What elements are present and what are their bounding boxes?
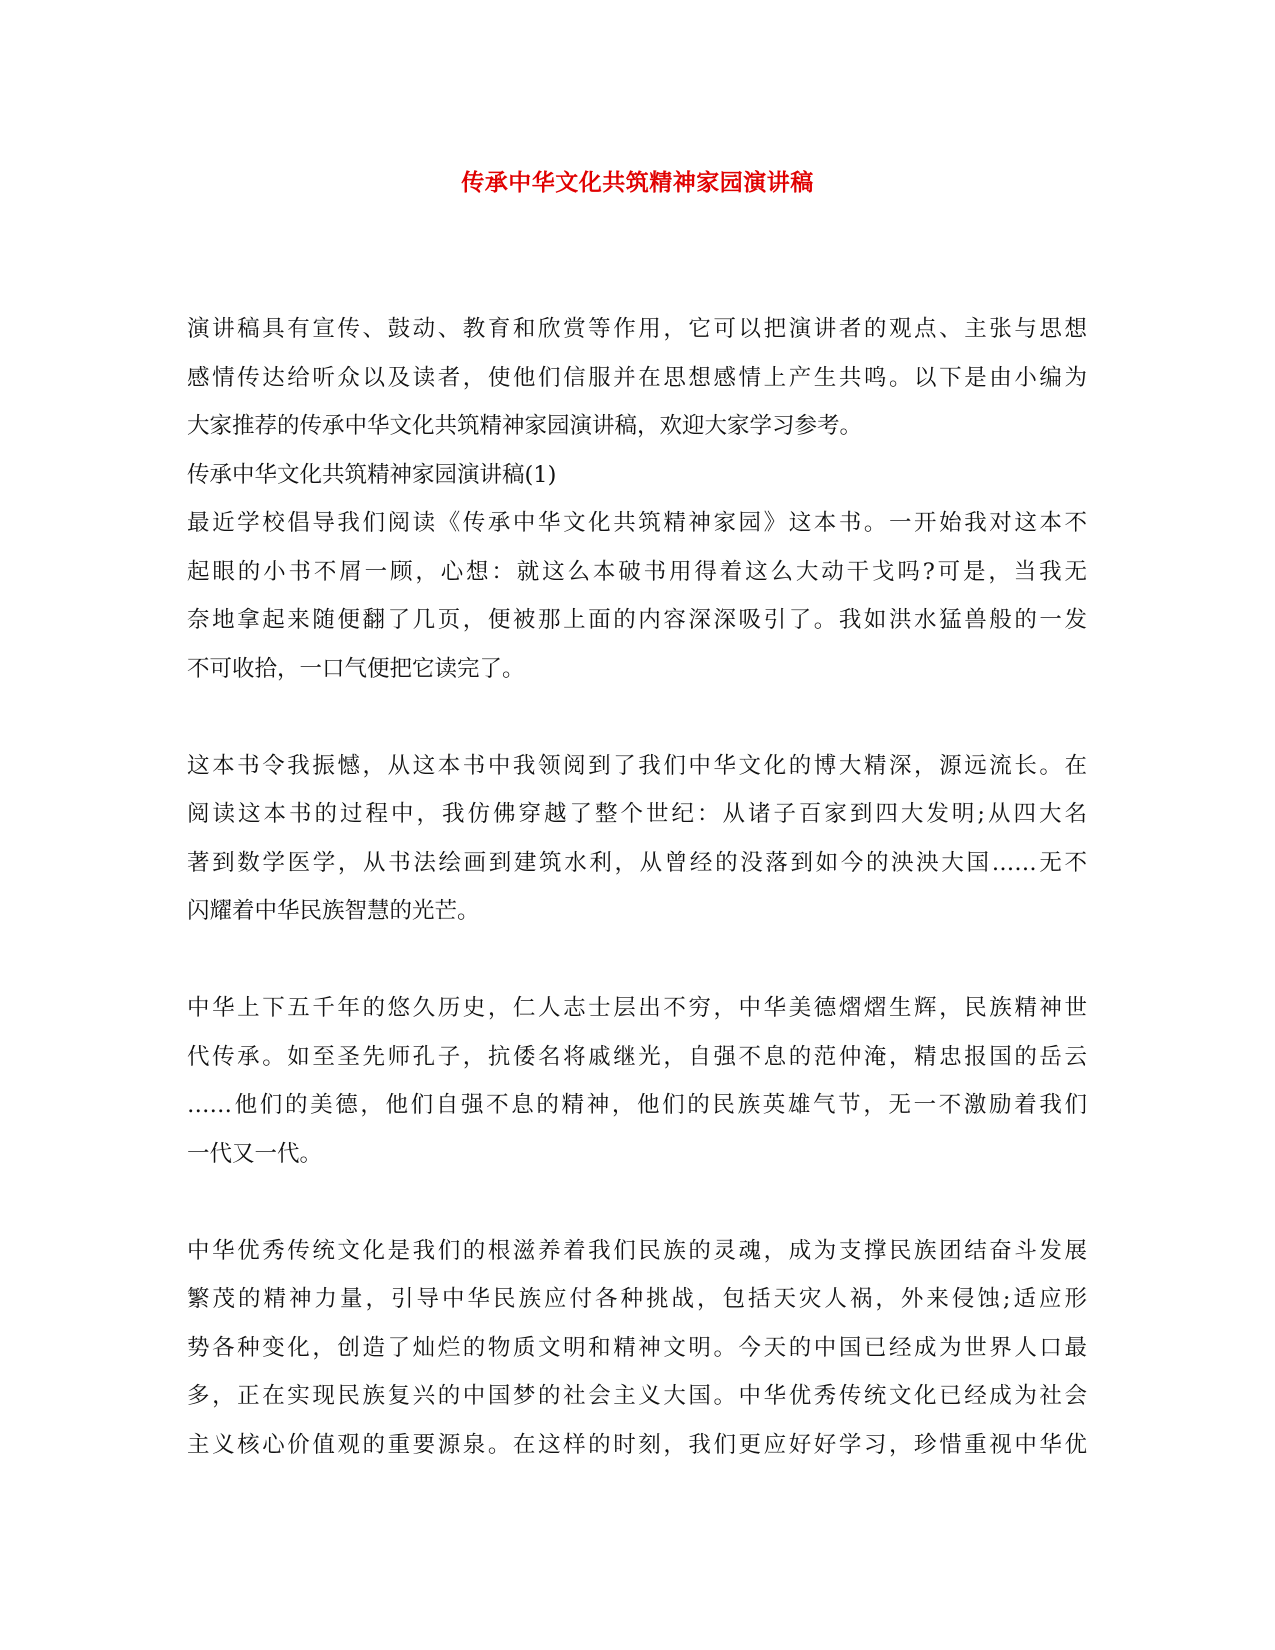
paragraph-spacer <box>187 936 1087 985</box>
text-line: 繁茂的精神力量，引导中华民族应付各种挑战，包括天灾人祸，外来侵蚀;适应形 <box>187 1286 1087 1312</box>
text-line: 著到数学医学，从书法绘画到建筑水利，从曾经的没落到如今的泱泱大国……无不 <box>187 849 1087 876</box>
paragraph-intro <box>187 305 1087 451</box>
paragraph-spacer <box>187 1178 1087 1227</box>
paragraph-spacer <box>187 693 1087 742</box>
text-line: 感情传达给听众以及读者，使他们信服并在思想感情上产生共鸣。以下是由小编为 <box>187 364 1087 391</box>
text-line: 闪耀着中华民族智慧的光芒。 <box>187 898 480 924</box>
section-heading <box>187 451 1087 500</box>
text-line: 奈地拿起来随便翻了几页，便被那上面的内容深深吸引了。我如洪水猛兽般的一发 <box>187 607 1087 633</box>
text-line: 中华优秀传统文化是我们的根滋养着我们民族的灵魂，成为支撑民族团结奋斗发展 <box>187 1237 1087 1264</box>
text-line: 阅读这本书的过程中，我仿佛穿越了整个世纪：从诸子百家到四大发明;从四大名 <box>187 801 1087 827</box>
paragraph <box>187 984 1087 1178</box>
text-line: 代传承。如至圣先师孔子，抗倭名将戚继光，自强不息的范仲淹，精忠报国的岳云 <box>187 1043 1087 1070</box>
text-line: 传承中华文化共筑精神家园演讲稿(1) <box>187 461 557 488</box>
text-line: 一代又一代。 <box>187 1140 323 1167</box>
text-line: 大家推荐的传承中华文化共筑精神家园演讲稿，欢迎大家学习参考。 <box>187 413 863 439</box>
text-line: 势各种变化，创造了灿烂的物质文明和精神文明。今天的中国已经成为世界人口最 <box>187 1334 1087 1361</box>
paragraph <box>187 499 1087 693</box>
paragraph <box>187 1227 1087 1470</box>
document-body <box>187 305 1087 1469</box>
text-line: 最近学校倡导我们阅读《传承中华文化共筑精神家园》这本书。一开始我对这本不 <box>187 510 1087 536</box>
text-line: 起眼的小书不屑一顾，心想：就这么本破书用得着这么大动干戈吗?可是，当我无 <box>187 558 1087 585</box>
paragraph <box>187 742 1087 936</box>
text-line: 多，正在实现民族复兴的中国梦的社会主义大国。中华优秀传统文化已经成为社会 <box>187 1383 1087 1409</box>
text-line: 演讲稿具有宣传、鼓动、教育和欣赏等作用，它可以把演讲者的观点、主张与思想 <box>187 316 1087 342</box>
text-line: 中华上下五千年的悠久历史，仁人志士层出不穷，中华美德熠熠生辉，民族精神世 <box>187 995 1087 1021</box>
text-line: 主义核心价值观的重要源泉。在这样的时刻，我们更应好好学习，珍惜重视中华优 <box>187 1431 1087 1458</box>
document-title: 传承中华文化共筑精神家园演讲稿 <box>461 169 814 196</box>
text-line: ……他们的美德，他们自强不息的精神，他们的民族英雄气节，无一不激励着我们 <box>187 1092 1087 1118</box>
text-line: 不可收拾，一口气便把它读完了。 <box>187 655 525 682</box>
text-line: 这本书令我振憾，从这本书中我领阅到了我们中华文化的博大精深，源远流长。在 <box>187 752 1087 779</box>
